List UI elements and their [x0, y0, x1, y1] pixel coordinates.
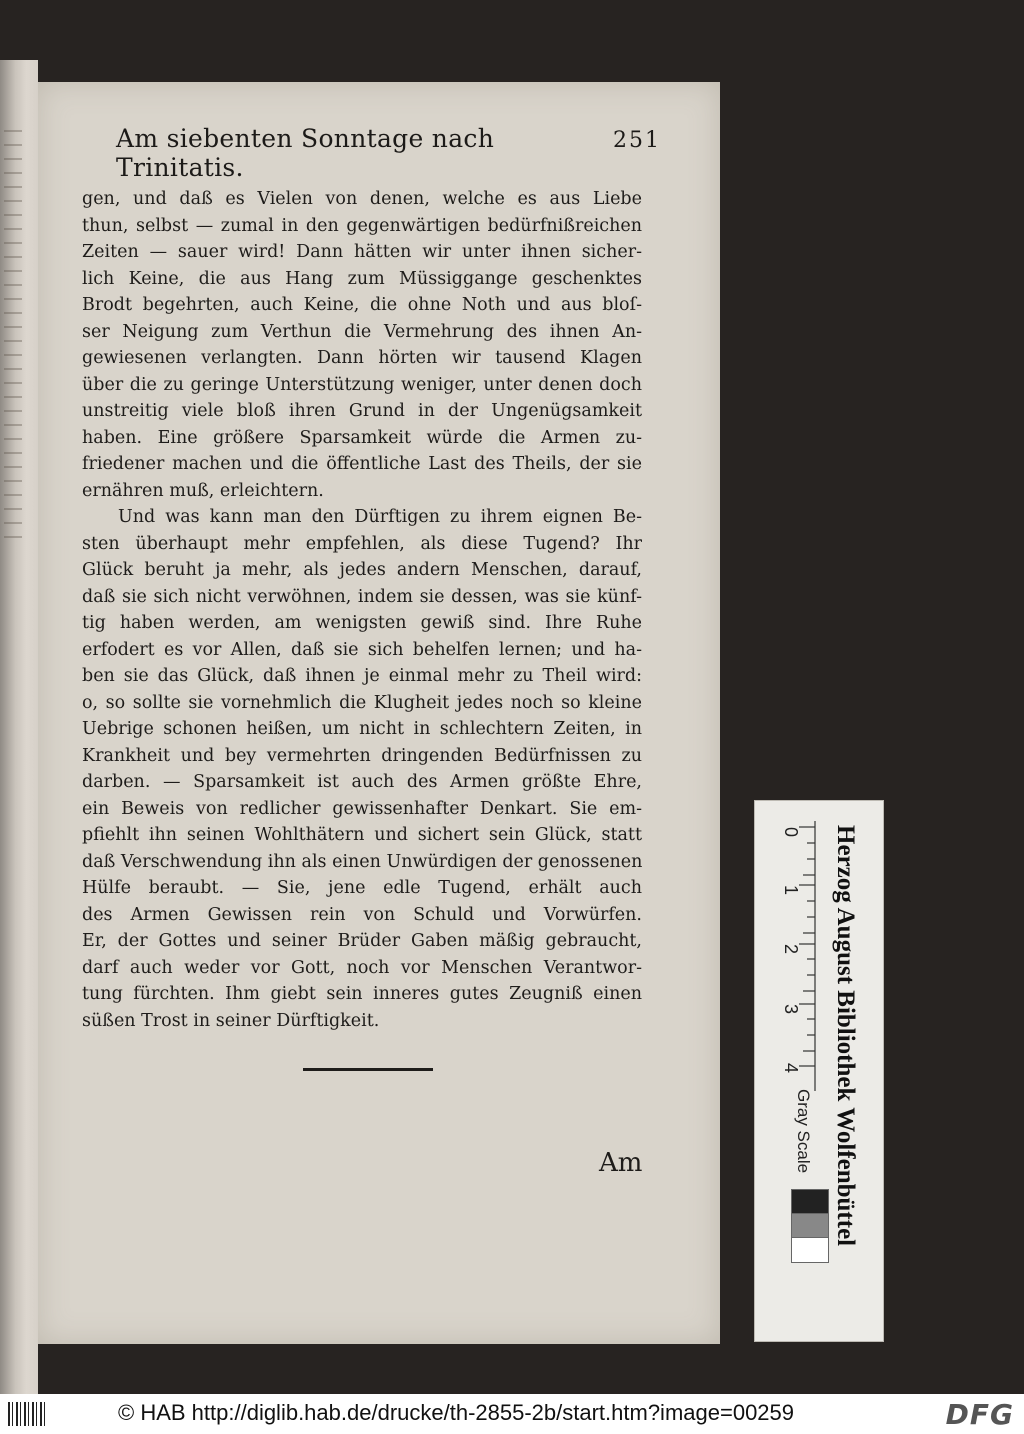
- credit-link[interactable]: © HAB http://diglib.hab.de/drucke/th-2855-2b/start.htm?image=00259: [118, 1400, 795, 1425]
- text-line: süßen Trost in seiner Dürftigkeit.: [82, 1010, 380, 1031]
- text-line: pfiehlt ihn seinen Wohlthätern und sichert sein Glück, statt: [82, 825, 642, 845]
- ruler-number: 2: [781, 944, 801, 955]
- gray-swatch-dark: [791, 1189, 829, 1215]
- text-line: o, so sollte sie vornehmlich die Klugheit jedes noch so kleine: [82, 692, 642, 713]
- text-line: Glück beruht ja mehr, als jedes andern Menschen, darauf,: [82, 560, 642, 580]
- text-line: Hülfe beraubt. — Sie, jene edle Tugend, erhält auch: [82, 878, 642, 898]
- gray-swatch-mid: [791, 1213, 829, 1239]
- ruler-number: 0: [781, 827, 801, 838]
- text-line: gewiesenen verlangten. Dann hörten wir tausend Klagen: [82, 348, 642, 368]
- text-line: darben. — Sparsamkeit ist auch des Armen größte Ehre,: [82, 772, 642, 792]
- library-logo-icon: [8, 1402, 48, 1426]
- gray-scale-label: Gray Scale: [794, 1089, 813, 1174]
- book-page: [38, 82, 720, 1344]
- footer-bar: [0, 1394, 1024, 1434]
- ruler-number: 3: [781, 1004, 801, 1015]
- text-line: erfodert es vor Allen, daß sie sich behelfen lernen; und ha-: [82, 639, 642, 660]
- institution-label: Herzog August Bibliothek Wolfenbüttel: [832, 825, 859, 1247]
- text-line: sten überhaupt mehr empfehlen, als diese Tugend? Ihr: [82, 533, 642, 554]
- gray-swatch-light: [791, 1237, 829, 1263]
- text-line: tung fürchten. Ihm giebt sein inneres gutes Zeugniß einen: [82, 984, 642, 1004]
- closing-rule: [303, 1068, 433, 1071]
- page-number: 251: [613, 128, 661, 153]
- text-line: thun, selbst — zumal in den gegenwärtigen bedürfnißreichen: [82, 215, 642, 236]
- text-line: ser Neigung zum Verthun die Vermehrung des ihnen An-: [82, 321, 642, 342]
- text-line: haben. Eine größere Sparsamkeit würde die Armen zu-: [82, 427, 642, 448]
- text-line: Zeiten — sauer wird! Dann hätten wir unter ihnen sicher-: [82, 242, 642, 262]
- text-line: Uebrige schonen heißen, um nicht in schlechtern Zeiten, in: [82, 719, 642, 739]
- text-line: Und was kann man den Dürftigen zu ihrem eignen Be-: [118, 507, 642, 527]
- page-header: [116, 124, 661, 182]
- text-line: Brodt begehrten, auch Keine, die ohne Noth und aus bloſ-: [82, 295, 642, 315]
- text-line: lich Keine, die aus Hang zum Müssiggange geschenktes: [82, 268, 642, 289]
- text-line: gen, und daß es Vielen von denen, welche es aus Liebe: [82, 189, 642, 209]
- running-title: Am siebenten Sonntage nach Trinitatis.: [116, 124, 495, 182]
- text-line: tig haben werden, am wenigsten gewiß sind. Ihre Ruhe: [82, 613, 642, 633]
- text-line: friedener machen und die öffentliche Last des Theils, der sie: [82, 454, 642, 474]
- catchword: Am: [599, 1148, 643, 1178]
- body-text: [82, 186, 642, 1034]
- ruler-number: 1: [781, 885, 801, 896]
- text-line: des Armen Gewissen rein von Schuld und Vorwürfen.: [82, 904, 642, 925]
- text-line: ernähren muß, erleichtern.: [82, 480, 324, 501]
- text-line: daß Verschwendung ihn als einen Unwürdigen der genossenen: [82, 851, 642, 872]
- text-line: darf auch weder vor Gott, noch vor Menschen Verantwor-: [82, 957, 642, 978]
- dfg-logo: DFG: [945, 1398, 1014, 1431]
- text-line: ein Beweis von redlicher gewissenhafter Denkart. Sie em-: [82, 798, 642, 819]
- text-line: Krankheit und bey vermehrten dringenden Bedürfnissen zu: [82, 745, 642, 766]
- adjacent-page-edge: [0, 60, 38, 1410]
- ruler-number: 4: [781, 1063, 801, 1074]
- text-line: unstreitig viele bloß ihren Grund in der Ungenügsamkeit: [82, 401, 642, 421]
- text-line: ben sie das Glück, daß ihnen je einmal mehr zu Theil wird:: [82, 666, 642, 686]
- adjacent-page-marks: [4, 130, 22, 550]
- text-line: daß sie sich nicht verwöhnen, indem sie dessen, was sie künf-: [82, 586, 642, 607]
- text-line: über die zu geringe Unterstützung weniger, unter denen doch: [82, 374, 642, 395]
- text-line: Er, der Gottes und seiner Brüder Gaben mäßig gebraucht,: [82, 931, 642, 951]
- scale-card: [754, 800, 884, 1342]
